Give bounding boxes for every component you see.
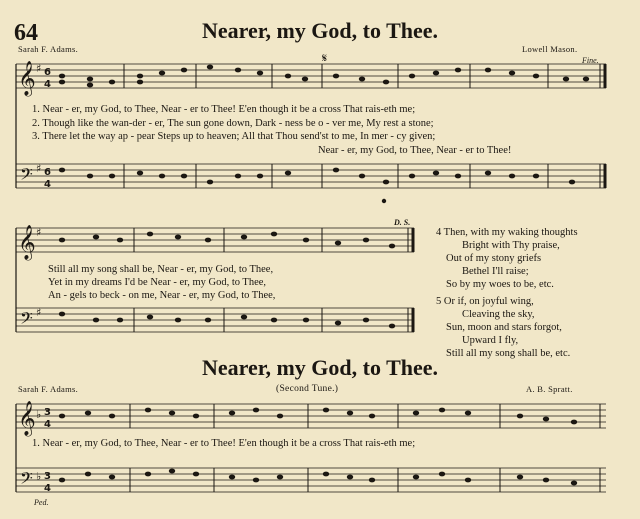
sharp-icon: ♯ [36,162,42,175]
flat-icon: ♭ [36,470,42,483]
ds-marking: D. S. [394,218,411,227]
extra-verse-line: So by my woes to be, etc. [446,279,554,290]
sharp-icon: ♯ [36,62,42,75]
flat-icon: ♭ [36,408,42,421]
bass-clef-icon: 𝄢 [20,308,33,332]
fine-marking: Fine. [582,56,599,65]
notes-row-2 [59,168,575,204]
verse-line-1: 1. Near - er, my God, to Thee, Near - er to Thee! E'en though it be a cross That rais-eth me; [32,104,416,115]
time-signature: 4 [44,419,51,430]
staff-treble-2 [16,228,414,252]
notes-row-6 [59,469,577,486]
bass-clef-icon: 𝄢 [20,468,33,492]
hymn2-title: Nearer, my God, to Thee. [201,355,439,380]
extra-verse-line: Cleaving the sky, [462,309,535,320]
time-signature: 6 [44,67,51,78]
extra-verse-line: 4 Then, with my waking thoughts [436,227,578,238]
hymn2-subtitle: (Second Tune.) [276,384,339,394]
treble-clef-icon: 𝄞 [18,61,36,96]
refrain-line-1: Still all my song shall be, Near - er, my God, to Thee, [48,264,274,275]
hymn2-author: Sarah F. Adams. [18,384,79,394]
verse-line-2: 2. Though like the wan-der - er, The sun gone down, Dark - ness be o - ver me, My rest a stone; [32,118,434,129]
pedal-marking: Ped. [34,498,49,507]
extra-verse-line: 5 Or if, on joyful wing, [436,296,534,307]
hymn1-title: Nearer, my God, to Thee. [201,18,439,43]
treble-clef-icon: 𝄞 [18,225,36,260]
hymn1-author: Sarah F. Adams. [18,44,79,54]
verse-line-4: Near - er, my God, to Thee, Near - er to Thee! [318,145,512,156]
page-number: 64 [14,20,38,46]
refrain-line-3: An - gels to beck - on me, Near - er, my God, to Thee, [48,290,276,301]
segno-icon: 𝄋 [322,51,328,65]
time-signature: 3 [44,471,51,482]
treble-clef-icon: 𝄞 [18,401,36,436]
staff-treble-1 [16,64,606,88]
refrain-line-2: Yet in my dreams I'd be Near - er, my God, to Thee, [48,277,267,288]
time-signature: 3 [44,407,51,418]
extra-verse-line: Bethel I'll raise; [462,266,529,277]
sharp-icon: ♯ [36,306,42,319]
extra-verse-line: Out of my stony griefs [446,253,542,264]
time-signature: 4 [44,179,51,190]
staff-bass-1 [16,164,606,188]
hymn2-composer: A. B. Spratt. [526,384,573,394]
staff-bass-3 [16,468,606,492]
time-signature: 4 [44,483,51,494]
bass-clef-icon: 𝄢 [20,164,33,188]
time-signature: 4 [44,79,51,90]
extra-verse-line: Bright with Thy praise, [462,240,560,251]
hymn2-verse-line: 1. Near - er, my God, to Thee, Near - er to Thee! E'en though it be a cross That rais-eth me; [32,438,416,449]
extra-verse-line: Still all my song shall be, etc. [446,348,571,359]
time-signature: 6 [44,167,51,178]
extra-verse-line: Sun, moon and stars forgot, [446,322,562,333]
verse-line-3: 3. There let the way ap - pear Steps up to heaven; All that Thou send'st to me, In mer - cy given; [32,131,436,142]
extra-verse-line: Upward I fly, [462,335,519,346]
sharp-icon: ♯ [36,226,42,239]
staff-bass-2 [16,308,414,332]
hymn1-composer: Lowell Mason. [522,44,578,54]
